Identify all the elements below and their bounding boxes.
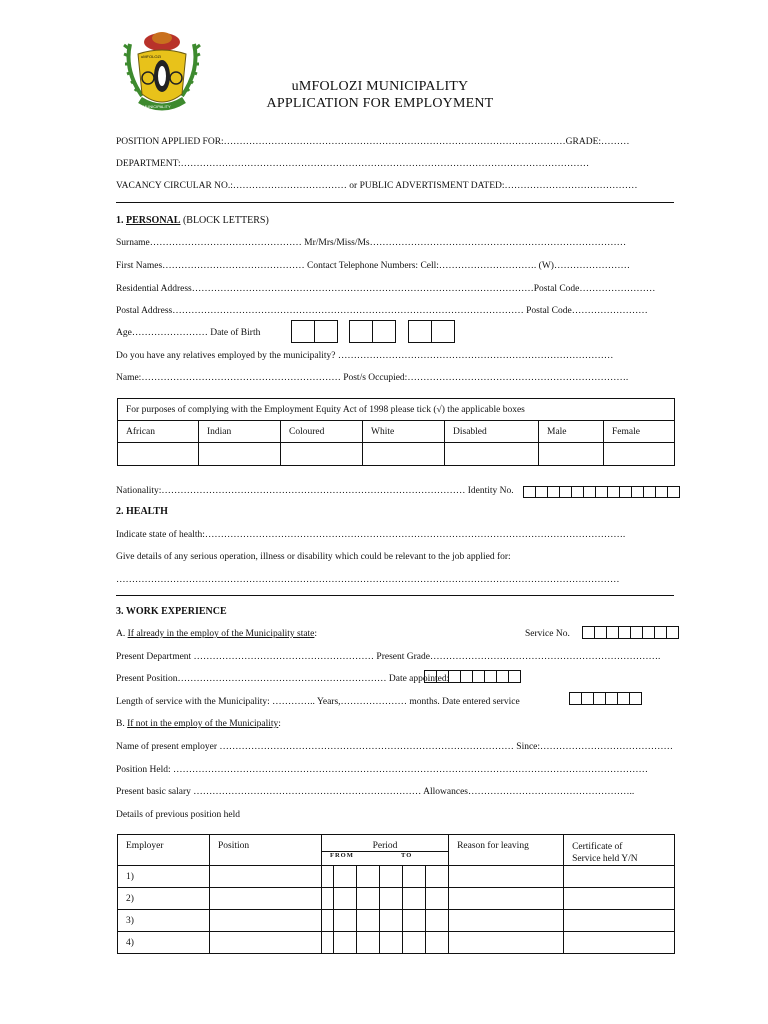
equity-col-indian: Indian — [199, 421, 281, 443]
date-appointed-boxes[interactable] — [425, 670, 521, 683]
first-names-field[interactable]: First Names……………………………………… Contact Telephone Numbers: Cell:…………………………. (W)…………………… — [116, 261, 630, 271]
health-details-field[interactable]: …………………………………………………………………………………………………………………………………………… — [116, 575, 620, 585]
section-divider — [116, 202, 674, 203]
present-employer-field[interactable]: Name of present employer ………………………………………………………………………………… Since:…………………………………… — [116, 742, 674, 752]
present-position-field[interactable]: Present Position………………………………………………………… Date appointed: — [116, 674, 450, 684]
details-previous-label: Details of previous position held — [116, 810, 241, 820]
table-cell[interactable] — [564, 866, 675, 888]
position-held-field[interactable]: Position Held: …………………………………………………………………………………………………………………………………… — [116, 765, 649, 775]
table-cell[interactable] — [564, 910, 675, 932]
dob-month-boxes[interactable] — [350, 320, 396, 343]
work-a-colon: : — [314, 629, 318, 639]
present-department-field[interactable]: Present Department ………………………………………………… Present Grade………………………………………………………………. — [116, 652, 661, 662]
cert-line2: Service held Y/N — [572, 854, 638, 864]
title-municipality: uMFOLOZI MUNICIPALITY — [291, 79, 469, 94]
surname-field[interactable]: Surname………………………………………… Mr/Mrs/Miss/Ms……………………………………………………………………… — [116, 238, 627, 248]
table-cell[interactable] — [334, 932, 357, 954]
table-cell[interactable] — [403, 888, 426, 910]
table-row — [118, 910, 675, 932]
table-cell[interactable] — [380, 866, 403, 888]
table-cell[interactable] — [403, 866, 426, 888]
work-a-text: If already in the employ of the Municipality state — [127, 629, 315, 639]
equity-col-male: Male — [539, 421, 604, 443]
position-applied-field[interactable]: POSITION APPLIED FOR:………………………………………………………………………………………………GRADE:……… — [116, 137, 630, 147]
digit-box[interactable] — [667, 486, 680, 498]
service-no-label: Service No. — [525, 629, 570, 639]
personal-heading-note: (BLOCK LETTERS) — [182, 215, 269, 226]
col-certificate — [564, 835, 675, 866]
work-a-label — [116, 629, 317, 639]
table-cell[interactable] — [564, 932, 675, 954]
table-cell[interactable] — [449, 910, 564, 932]
equity-col-disabled: Disabled — [445, 421, 539, 443]
table-cell[interactable] — [380, 932, 403, 954]
identity-number-boxes[interactable] — [524, 486, 680, 498]
tick-white[interactable] — [363, 443, 445, 466]
table-row — [118, 888, 675, 910]
row-number: 3) — [118, 910, 210, 932]
vacancy-circular-field[interactable]: VACANCY CIRCULAR NO.:……………………………… or PUBLIC ADVERTISMENT DATED:…………………………………… — [116, 181, 638, 191]
table-cell[interactable] — [357, 866, 380, 888]
equity-col-coloured: Coloured — [281, 421, 363, 443]
table-cell[interactable] — [334, 866, 357, 888]
col-employer: Employer — [118, 835, 210, 866]
dob-day-boxes[interactable] — [292, 320, 338, 343]
basic-salary-field[interactable]: Present basic salary ……………………………………………………………… Allowances…………………………………………….. — [116, 787, 635, 797]
period-to-label: TO — [401, 852, 413, 859]
table-row — [118, 866, 675, 888]
length-of-service-field[interactable]: Length of service with the Municipality: ………….. Years,………………… months. Date entered service — [116, 697, 520, 707]
name-post-field[interactable]: Name:……………………………………………………… Post/s Occupied:……………………………………………………………. — [116, 373, 629, 383]
table-row — [118, 932, 675, 954]
section-divider-2 — [116, 595, 674, 596]
equity-tick-row — [118, 443, 675, 466]
date-entered-service-boxes[interactable] — [570, 692, 642, 705]
equity-col-female: Female — [604, 421, 675, 443]
table-cell[interactable] — [380, 888, 403, 910]
table-cell[interactable] — [334, 910, 357, 932]
table-cell[interactable] — [322, 888, 334, 910]
work-b-label — [116, 719, 281, 729]
row-number: 2) — [118, 888, 210, 910]
table-cell[interactable] — [334, 888, 357, 910]
service-number-boxes[interactable] — [583, 626, 679, 639]
health-details-label: Give details of any serious operation, illness or disability which could be relevant to the job applied for: — [116, 552, 511, 562]
work-b-colon: : — [278, 719, 281, 729]
personal-heading-num: 1. — [116, 215, 124, 226]
period-label: Period — [372, 841, 398, 851]
postal-address-field[interactable]: Postal Address………………………………………………………………………………………………… Postal Code…………………… — [116, 306, 648, 316]
digit-box[interactable] — [666, 626, 679, 639]
col-reason: Reason for leaving — [449, 835, 564, 866]
equity-col-white: White — [363, 421, 445, 443]
cert-line1: Certificate of — [572, 842, 623, 852]
table-cell[interactable] — [357, 910, 380, 932]
residential-address-field[interactable]: Residential Address………………………………………………………………………………………………Postal Code…………………… — [116, 284, 656, 294]
tick-african[interactable] — [118, 443, 199, 466]
previous-positions-table — [117, 834, 675, 954]
equity-header-row — [118, 421, 675, 443]
table-cell[interactable] — [426, 910, 449, 932]
col-period — [322, 835, 449, 866]
period-from-label: FROM — [330, 852, 354, 859]
table-cell[interactable] — [426, 888, 449, 910]
table-cell[interactable] — [426, 932, 449, 954]
table-cell[interactable] — [403, 932, 426, 954]
table-cell[interactable] — [210, 888, 322, 910]
table-cell[interactable] — [322, 910, 334, 932]
table-cell[interactable] — [449, 888, 564, 910]
table-cell[interactable] — [449, 866, 564, 888]
municipality-crest-logo — [120, 24, 204, 116]
digit-box[interactable] — [629, 692, 642, 705]
title-application: APPLICATION FOR EMPLOYMENT — [266, 96, 494, 111]
health-heading: 2. HEALTH — [116, 506, 168, 517]
tick-female[interactable] — [604, 443, 675, 466]
row-number: 1) — [118, 866, 210, 888]
tick-coloured[interactable] — [281, 443, 363, 466]
equity-table — [117, 398, 675, 466]
table-cell[interactable] — [357, 932, 380, 954]
nationality-id-field[interactable]: Nationality:…………………………………………………………………………………… Identity No. — [116, 486, 514, 496]
health-state-field[interactable]: Indicate state of health:……………………………………………………………………………………………………………………. — [116, 530, 626, 540]
table-cell[interactable] — [449, 932, 564, 954]
previous-header-row — [118, 835, 675, 866]
table-cell[interactable] — [210, 866, 322, 888]
work-b-prefix: B. — [116, 719, 125, 729]
logo-text-top: uMFOLOZI — [141, 54, 162, 59]
digit-box[interactable] — [508, 670, 521, 683]
table-cell[interactable] — [357, 888, 380, 910]
work-heading: 3. WORK EXPERIENCE — [116, 606, 227, 617]
table-cell[interactable] — [322, 866, 334, 888]
table-cell[interactable] — [564, 888, 675, 910]
work-a-prefix: A. — [116, 629, 126, 639]
table-cell[interactable] — [403, 910, 426, 932]
equity-col-african: African — [118, 421, 199, 443]
table-cell[interactable] — [322, 932, 334, 954]
table-cell[interactable] — [380, 910, 403, 932]
tick-indian[interactable] — [199, 443, 281, 466]
row-number: 4) — [118, 932, 210, 954]
tick-male[interactable] — [539, 443, 604, 466]
department-field[interactable]: DEPARTMENT:………………………………………………………………………………………………………………… — [116, 159, 590, 169]
table-cell[interactable] — [210, 910, 322, 932]
personal-heading-label: PERSONAL — [126, 215, 181, 226]
personal-heading — [116, 215, 269, 226]
work-b-text: If not in the employ of the Municipality — [127, 719, 279, 729]
col-position: Position — [210, 835, 322, 866]
dob-year-boxes[interactable] — [409, 320, 455, 343]
table-cell[interactable] — [426, 866, 449, 888]
logo-text-bottom: MUNICIPALITY — [143, 104, 171, 109]
relatives-field[interactable]: Do you have any relatives employed by the municipality? …………………………………………………………………………… — [116, 351, 614, 361]
tick-disabled[interactable] — [445, 443, 539, 466]
age-dob-field[interactable]: Age…………………… Date of Birth — [116, 328, 261, 338]
equity-note: For purposes of complying with the Employment Equity Act of 1998 please tick (√) the applicable boxes — [118, 399, 675, 421]
table-cell[interactable] — [210, 932, 322, 954]
